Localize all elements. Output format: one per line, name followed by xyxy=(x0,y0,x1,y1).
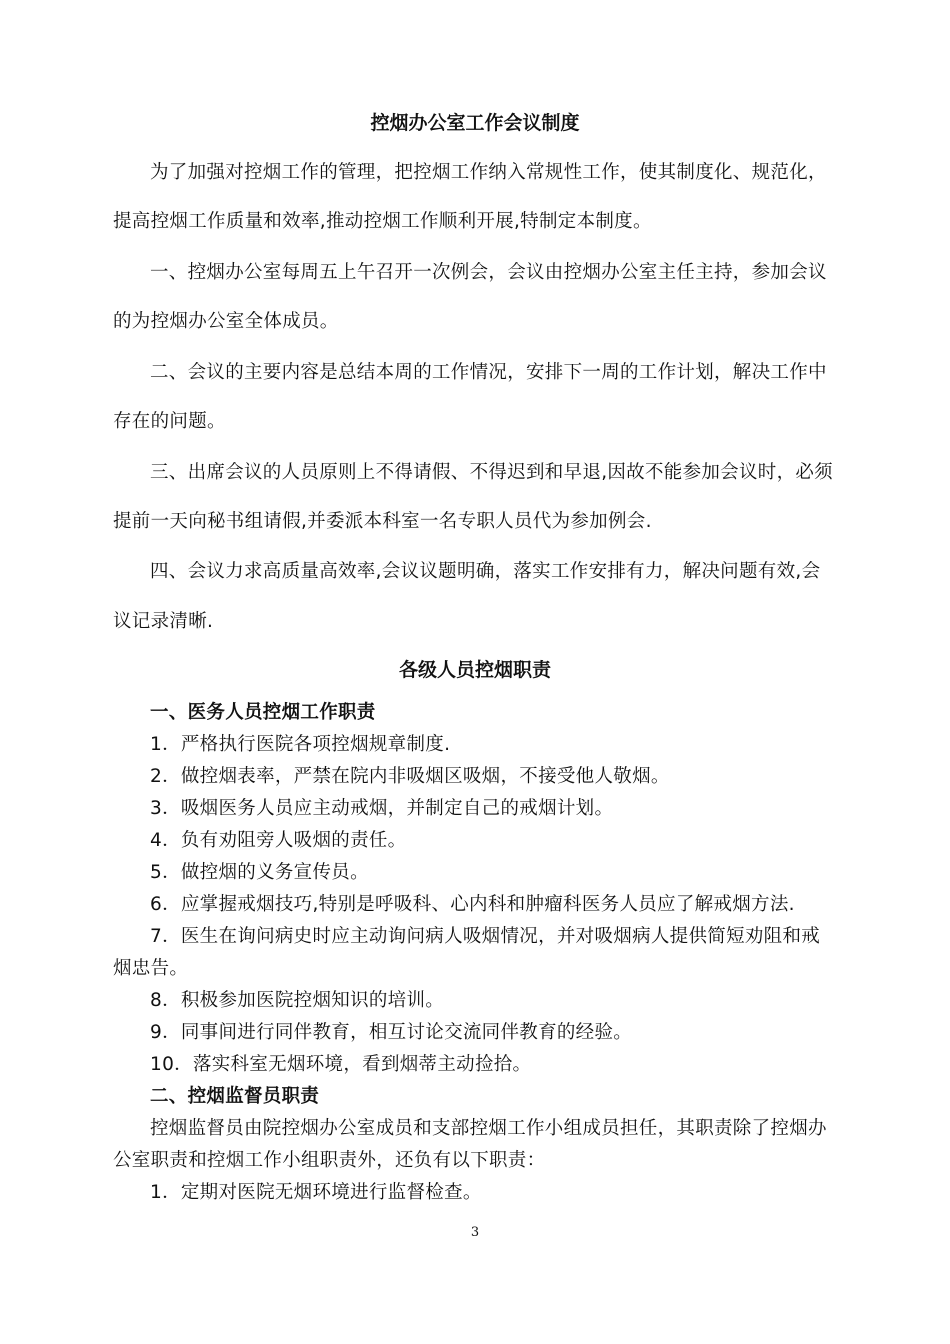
page-number: 3 xyxy=(470,1225,480,1240)
supervisor-paragraph-line-1: 控烟监督员由院控烟办公室成员和支部控烟工作小组成员担任，其职责除了控烟办 xyxy=(150,1118,827,1139)
duty-item-6: 6．应掌握戒烟技巧,特别是呼吸科、心内科和肿瘤科医务人员应了解戒烟方法. xyxy=(150,894,795,915)
intro-line-1: 为了加强对控烟工作的管理，把控烟工作纳入常规性工作，使其制度化、规范化， xyxy=(150,162,827,183)
heading-medical-staff-duties: 一、医务人员控烟工作职责 xyxy=(150,702,376,723)
heading-supervisor-duties: 二、控烟监督员职责 xyxy=(150,1086,320,1107)
intro-line-2: 提高控烟工作质量和效率,推动控烟工作顺利开展,特制定本制度。 xyxy=(113,211,652,232)
supervisor-duty-item-1: 1．定期对医院无烟环境进行监督检查。 xyxy=(150,1182,482,1203)
rule-1-line-2: 的为控烟办公室全体成员。 xyxy=(113,311,339,332)
duty-item-9: 9．同事间进行同伴教育，相互讨论交流同伴教育的经验。 xyxy=(150,1022,633,1043)
duty-item-4: 4．负有劝阻旁人吸烟的责任。 xyxy=(150,830,407,851)
rule-4-line-1: 四、会议力求高质量高效率,会议议题明确，落实工作安排有力，解决问题有效,会 xyxy=(150,561,821,582)
rule-3-line-1: 三、出席会议的人员原则上不得请假、不得迟到和早退,因故不能参加会议时，必须 xyxy=(150,462,833,483)
section-title-meeting-system: 控烟办公室工作会议制度 xyxy=(370,112,580,134)
supervisor-paragraph-line-2: 公室职责和控烟工作小组职责外，还负有以下职责： xyxy=(113,1150,546,1171)
rule-2-line-2: 存在的问题。 xyxy=(113,411,226,432)
duty-item-2: 2．做控烟表率，严禁在院内非吸烟区吸烟，不接受他人敬烟。 xyxy=(150,766,670,787)
duty-item-7-continued: 烟忠告。 xyxy=(113,958,189,979)
duty-item-8: 8．积极参加医院控烟知识的培训。 xyxy=(150,990,445,1011)
rule-3-line-2: 提前一天向秘书组请假,并委派本科室一名专职人员代为参加例会. xyxy=(113,511,652,532)
rule-4-line-2: 议记录清晰. xyxy=(113,611,214,632)
duty-item-7: 7．医生在询问病史时应主动询问病人吸烟情况，并对吸烟病人提供简短劝阻和戒 xyxy=(150,926,821,947)
section-title-duties: 各级人员控烟职责 xyxy=(398,659,551,681)
rule-1-line-1: 一、控烟办公室每周五上午召开一次例会，会议由控烟办公室主任主持，参加会议 xyxy=(150,262,827,283)
duty-item-10: 10．落实科室无烟环境，看到烟蒂主动捡拾。 xyxy=(150,1054,532,1075)
duty-item-5: 5．做控烟的义务宣传员。 xyxy=(150,862,369,883)
duty-item-3: 3．吸烟医务人员应主动戒烟，并制定自己的戒烟计划。 xyxy=(150,798,614,819)
rule-2-line-1: 二、会议的主要内容是总结本周的工作情况，安排下一周的工作计划，解决工作中 xyxy=(150,362,827,383)
duty-item-1: 1．严格执行医院各项控烟规章制度. xyxy=(150,734,451,755)
